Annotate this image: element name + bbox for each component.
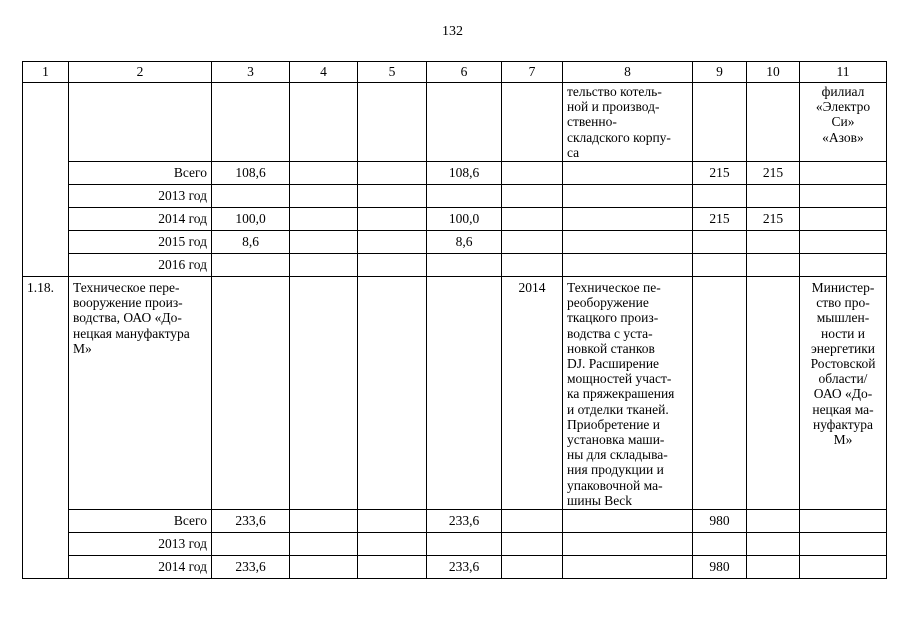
- header-cell: 10: [747, 62, 800, 83]
- value-col3: 233,6: [212, 510, 290, 533]
- item-name: Техническое пере- вооружение произ- водства, ОАО «До- нецкая мануфактура М»: [69, 277, 212, 510]
- table-row: [23, 208, 887, 231]
- item-executor: Министер- ство про- мышлен- ности и энергетики Ростовской области/ ОАО «До- нецкая ма- нуфактура М»: [800, 277, 887, 510]
- value-col9: 980: [693, 510, 747, 533]
- header-cell: 8: [563, 62, 693, 83]
- table-row: [23, 510, 887, 533]
- header-cell: 5: [358, 62, 427, 83]
- header-cell: 11: [800, 62, 887, 83]
- value-col3: 233,6: [212, 556, 290, 579]
- table-row: [23, 556, 887, 579]
- value-col9: 215: [693, 208, 747, 231]
- item-year: 2014: [502, 277, 563, 510]
- header-cell: 4: [290, 62, 358, 83]
- header-cell: 6: [427, 62, 502, 83]
- table-row: [23, 185, 887, 208]
- value-col3: 8,6: [212, 231, 290, 254]
- value-col10: 215: [747, 208, 800, 231]
- value-col6: 8,6: [427, 231, 502, 254]
- item-row: [23, 277, 887, 510]
- continuation-row: [23, 83, 887, 162]
- value-col9: 215: [693, 162, 747, 185]
- column-number-header: [23, 62, 887, 83]
- row-label: 2014 год: [69, 556, 212, 579]
- header-cell: 3: [212, 62, 290, 83]
- value-col6: 100,0: [427, 208, 502, 231]
- value-col10: 215: [747, 162, 800, 185]
- row-label: Всего: [69, 162, 212, 185]
- header-cell: 2: [69, 62, 212, 83]
- value-col6: 108,6: [427, 162, 502, 185]
- description-continuation: тельство котель- ной и производ- ственно- складского корпу- са: [563, 83, 693, 162]
- header-cell: 1: [23, 62, 69, 83]
- item-description: Техническое пе- реоборужение ткацкого произ- водства с уста- новкой станков DJ. Расширение мощностей участ- ка пряжекрашения и отделки тканей. Приобретение и установка маши- ны для складыва- ния продукции и упаковочной ма- шины Beck: [563, 277, 693, 510]
- row-label: 2015 год: [69, 231, 212, 254]
- row-label: 2016 год: [69, 254, 212, 277]
- header-cell: 7: [502, 62, 563, 83]
- table-row: [23, 254, 887, 277]
- table-row: [23, 162, 887, 185]
- item-number-cell: [23, 83, 69, 277]
- value-col6: 233,6: [427, 556, 502, 579]
- value-col6: 233,6: [427, 510, 502, 533]
- row-label: 2014 год: [69, 208, 212, 231]
- executor-continuation: филиал «Электро Си» «Азов»: [800, 83, 887, 162]
- page-number: 132: [442, 24, 463, 39]
- item-number: 1.18.: [23, 277, 69, 579]
- row-label: 2013 год: [69, 185, 212, 208]
- value-col3: 100,0: [212, 208, 290, 231]
- value-col9: 980: [693, 556, 747, 579]
- value-col3: 108,6: [212, 162, 290, 185]
- header-cell: 9: [693, 62, 747, 83]
- row-label: Всего: [69, 510, 212, 533]
- row-label: 2013 год: [69, 533, 212, 556]
- table-row: [23, 533, 887, 556]
- document-table: [22, 61, 887, 579]
- table-row: [23, 231, 887, 254]
